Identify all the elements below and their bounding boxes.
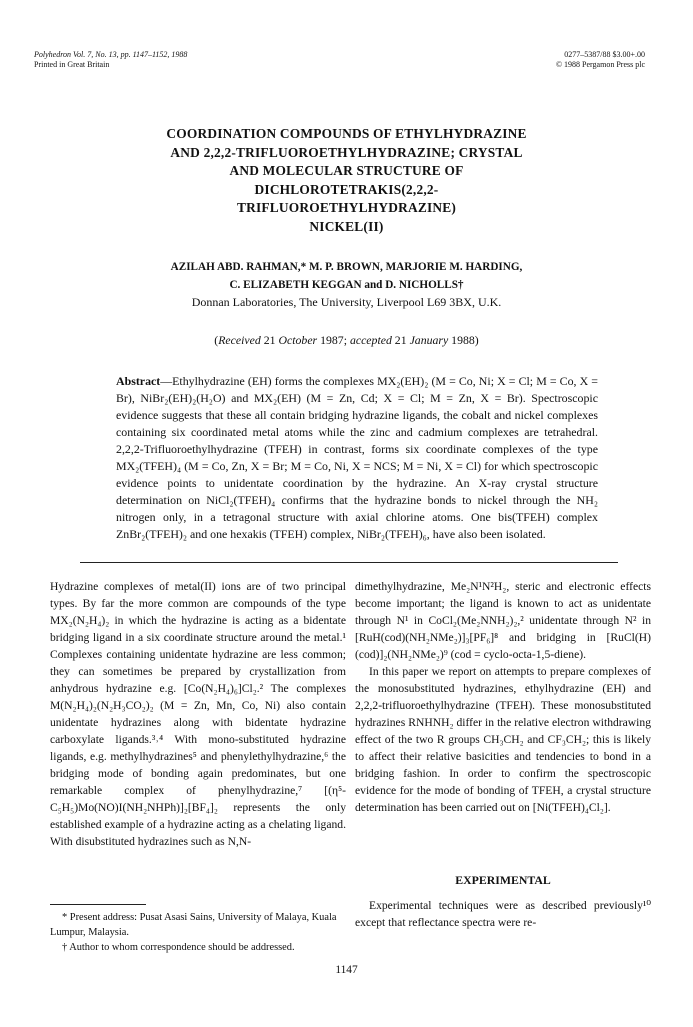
accepted-year: 1988): [448, 333, 479, 347]
title-line: TRIFLUOROETHYLHYDRAZINE): [236, 200, 457, 215]
footnotes: [50, 910, 348, 955]
journal-citation-line: Polyhedron Vol. 7, No. 13, pp. 1147–1152, 1988: [34, 50, 188, 59]
body-paragraph: Experimental techniques were as described previously¹⁰ except that reflectance spectra were re-: [355, 899, 651, 929]
body-column-right: [355, 578, 651, 816]
affiliation: Donnan Laboratories, The University, Liverpool L69 3BX, U.K.: [191, 295, 502, 309]
received-dates: [40, 332, 653, 348]
title-line: AND 2,2,2-TRIFLUOROETHYLHYDRAZINE; CRYSTAL: [170, 144, 523, 160]
title-line: COORDINATION COMPOUNDS OF ETHYLHYDRAZINE: [166, 126, 527, 141]
body-paragraph: In this paper we report on attempts to prepare complexes of the monosubstituted hydrazines, ethylhydrazine (EH) and 2,2,2-trifluoroethylhydrazine (TFEH). These monosubstituted hydrazines RNHNH₂ differ in the relative electron withdrawing effect of the two R groups CH₃CH₂ and CF₃CH₂; this is likely to affect their relative basicities and tendencies to bond in a bridging fashion. In order to confirm the spectroscopic evidence for the mode of bonding of TFEH, a crystal structure determination has been carried out on [Ni(TFEH)₄Cl₂].: [355, 665, 651, 814]
received-date: 21: [260, 333, 279, 347]
received-open: (: [214, 333, 219, 347]
issn-price-line: 0277–5387/88 $3.00+.00: [564, 50, 645, 59]
page-number: 1147: [335, 964, 358, 976]
received-year: 1987;: [317, 333, 350, 347]
accepted-month: January: [409, 333, 449, 347]
footnote-divider: [50, 904, 146, 905]
abstract-text: —Ethylhydrazine (EH) forms the complexes MX₂(EH)₂ (M = Co, Ni; X = Cl; M = Co, X = Br), NiBr₂(EH)₂(H₂O) and MX₂(EH) (M = Zn, Cd; X = Cl; M = Zn, X = Br). Spectroscopic evidence suggests that these all contain bridging hydrazine ligands, the cobalt and nickel complexes containing six coordinated metal atoms while the zinc and cadmium complexes are tetrahedral. 2,2,2-Trifluoroethylhydrazine (TFEH) in contrast, forms six coordinate complexes of the type MX₂(TFEH)₄ (M = Co, Zn, X = Br; M = Co, Ni, X = NCS; M = Ni, X = Cl) for which spectroscopic evidence points to unidentate coordination by the hydrazine. An X-ray crystal structure determination on NiCl₂(TFEH)₄ confirms that the hydrazine bonds to nickel through the NH₂ nitrogen only, in a tetragonal structure with axial chlorine atoms. One bis(TFEH) complex ZnBr₂(TFEH)₂ and one hexakis (TFEH) complex, NiBr₂(TFEH)₆, have also been isolated.: [116, 374, 598, 541]
article-title: [40, 125, 653, 236]
section-heading-experimental: EXPERIMENTAL: [455, 873, 551, 887]
body-paragraph: Hydrazine complexes of metal(II) ions are of two principal types. By far the more common are compounds of the type MX₂(N₂H₄)₂ in which the hydrazine is acting as a bidentate bridging ligand in a six coordinate structure around the metal.¹ Complexes containing unidentate hydrazine are less common; they can sometimes be prepared by crystallization from anhydrous hydrazine e.g. [Co(N₂H₄)₆]Cl₂.² The complexes M(N₂H₄)₂(N₂H₃CO₂)₂ (M = Zn, Mn, Co, Ni) also contain unidentate hydrazines along with bidentate hydrazine carboxylate ligands.³˒⁴ With mono-substituted hydrazine ligands, e.g. methylhydrazines⁵ and phenylethylhydrazine,⁶ the bridging mode of bonding again predominates, but one remarkable complex of phenylhydrazine,⁷ [(η⁵-C₅H₅)Mo(NO)I(NH₂NHPh)]₂[BF₄]₂ represents the only established example of a hydrazine acting as a chelating ligand. With disubstituted hydrazines such as N,N-: [50, 580, 346, 848]
title-line: AND MOLECULAR STRUCTURE OF: [229, 163, 464, 178]
copyright-line: © 1988 Pergamon Press plc: [555, 60, 645, 69]
author-list: [40, 258, 653, 294]
author-line: AZILAH ABD. RAHMAN,* M. P. BROWN, MARJORIE M. HARDING,: [170, 261, 523, 273]
journal-citation: [34, 50, 187, 70]
received-label: Received: [218, 333, 261, 347]
printed-in-line: Printed in Great Britain: [34, 60, 110, 69]
accepted-label: accepted: [349, 333, 392, 347]
accepted-date: 21: [391, 333, 410, 347]
abstract-label: Abstract: [116, 374, 161, 388]
section-divider: [80, 562, 618, 563]
received-month: October: [278, 333, 318, 347]
experimental-text: [355, 897, 651, 931]
footnote: † Author to whom correspondence should be addressed.: [62, 942, 295, 953]
copyright-block: [556, 50, 645, 70]
body-column-left: [50, 578, 346, 850]
abstract: [116, 373, 598, 543]
body-paragraph: dimethylhydrazine, Me₂N¹N²H₂, steric and electronic effects become important; the ligand is known to act as unidentate through N¹ in CoCl₂(Me₂NNH₂)₂,² unidentate through N² in [RuH(cod)(NH₂NMe₂)]₃[PF₆]⁸ and bridging in [RuCl(H)(cod)]₂(NH₂NMe₂)⁹ (cod = cyclo-octa-1,5-diene).: [355, 580, 651, 661]
author-line: C. ELIZABETH KEGGAN and D. NICHOLLS†: [229, 279, 464, 291]
footnote: * Present address: Pusat Asasi Sains, University of Malaya, Kuala Lumpur, Malaysia.: [50, 912, 337, 938]
title-line: NICKEL(II): [309, 218, 384, 234]
title-line: DICHLOROTETRAKIS(2,2,2-: [254, 181, 439, 197]
